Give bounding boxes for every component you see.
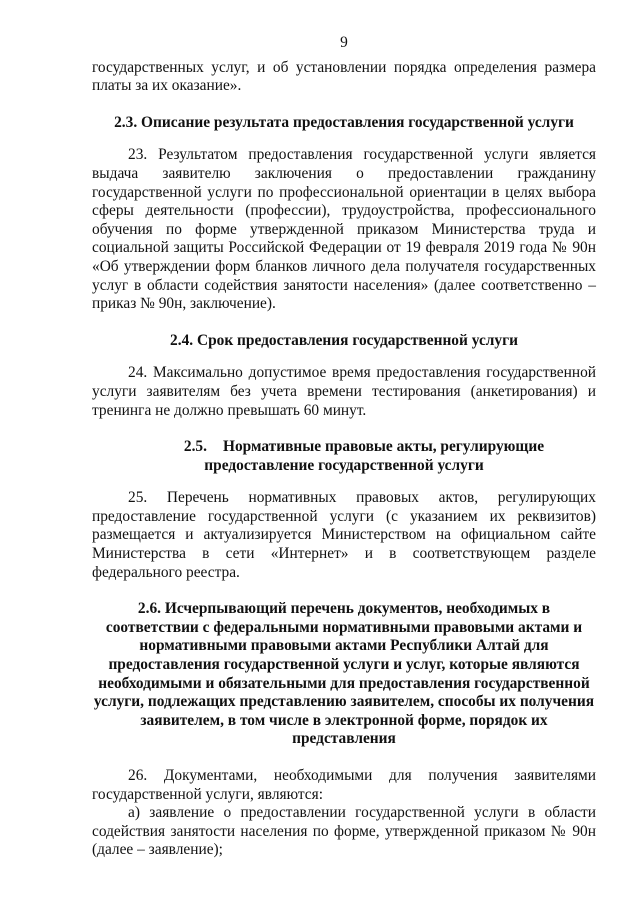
- paragraph-25: 25. Перечень нормативных правовых актов, регулирующих предоставление государственной услуги (с указанием их реквизитов) размещается и актуализируется Министерством на официальном сайте Министерства в сети «Интернет» и в соответствующем разделе федерального реестра.: [92, 489, 596, 581]
- section-2-3-heading: 2.3. Описание результата предоставления государственной услуги: [114, 113, 574, 131]
- section-2-5-number: 2.5.: [183, 438, 207, 456]
- section-2-6-heading-line3: нормативными правовыми актами Республики Алтай для: [139, 637, 549, 655]
- page-number: 9: [340, 34, 348, 51]
- section-2-6-heading: [92, 600, 596, 749]
- section-2-5-title-line2: предоставление государственной услуги: [204, 456, 484, 474]
- section-2-6-heading-line8: представления: [292, 730, 396, 748]
- paragraph-24: 24. Максимально допустимое время предоставления государственной услуги заявителям без учета времени тестирования (анкетирования) и тренинга не должно превышать 60 минут.: [92, 364, 596, 419]
- list-item-a: а) заявление о предоставлении государственной услуги в области содействия занятости населения по форме, утвержденной приказом № 90н (далее – заявление);: [92, 804, 596, 859]
- intro-continuation: государственных услуг, и об установлении порядка определения размера платы за их оказание».: [92, 58, 596, 95]
- paragraph-26: 26. Документами, необходимыми для получения заявителями государственной услуги, являются:: [92, 767, 596, 803]
- section-2-6-heading-line5: необходимыми и обязательными для предоставления государственной: [98, 674, 590, 692]
- section-2-6-heading-line6: услуги, подлежащих представлению заявителем, способы их получения: [93, 693, 595, 711]
- section-2-6-heading-line7: заявителем, в том числе в электронной форме, порядок их: [140, 711, 548, 729]
- section-2-4-heading: 2.4. Срок предоставления государственной услуги: [170, 331, 518, 349]
- section-2-5-heading-line1: [92, 438, 596, 457]
- section-2-5-heading: [92, 438, 596, 475]
- paragraph-23: 23. Результатом предоставления государственной услуги является выдача заявителю заключения о предоставлении гражданину государственной услуги по профессиональной ориентации в целях выбора сферы деятельности (профессии), трудоустройства, профессионального обучения по форме утвержденной приказом Министерства труда и социальной защиты Российской Федерации от 19 февраля 2019 года № 90н «Об утверждении форм бланков личного дела получателя государственных услуг в области содействия занятости населения» (далее соответственно – приказ № 90н, заключение).: [92, 146, 596, 313]
- section-2-6-heading-line1: 2.6. Исчерпывающий перечень документов, необходимых в: [137, 600, 551, 618]
- section-2-6-heading-line2: соответствии с федеральными нормативными правовыми актами и: [105, 618, 583, 636]
- section-2-5-title-line1: Нормативные правовые акты, регулирующие: [222, 438, 545, 456]
- section-2-6-heading-line4: предоставления государственной услуги и услуг, которые являются: [108, 656, 580, 674]
